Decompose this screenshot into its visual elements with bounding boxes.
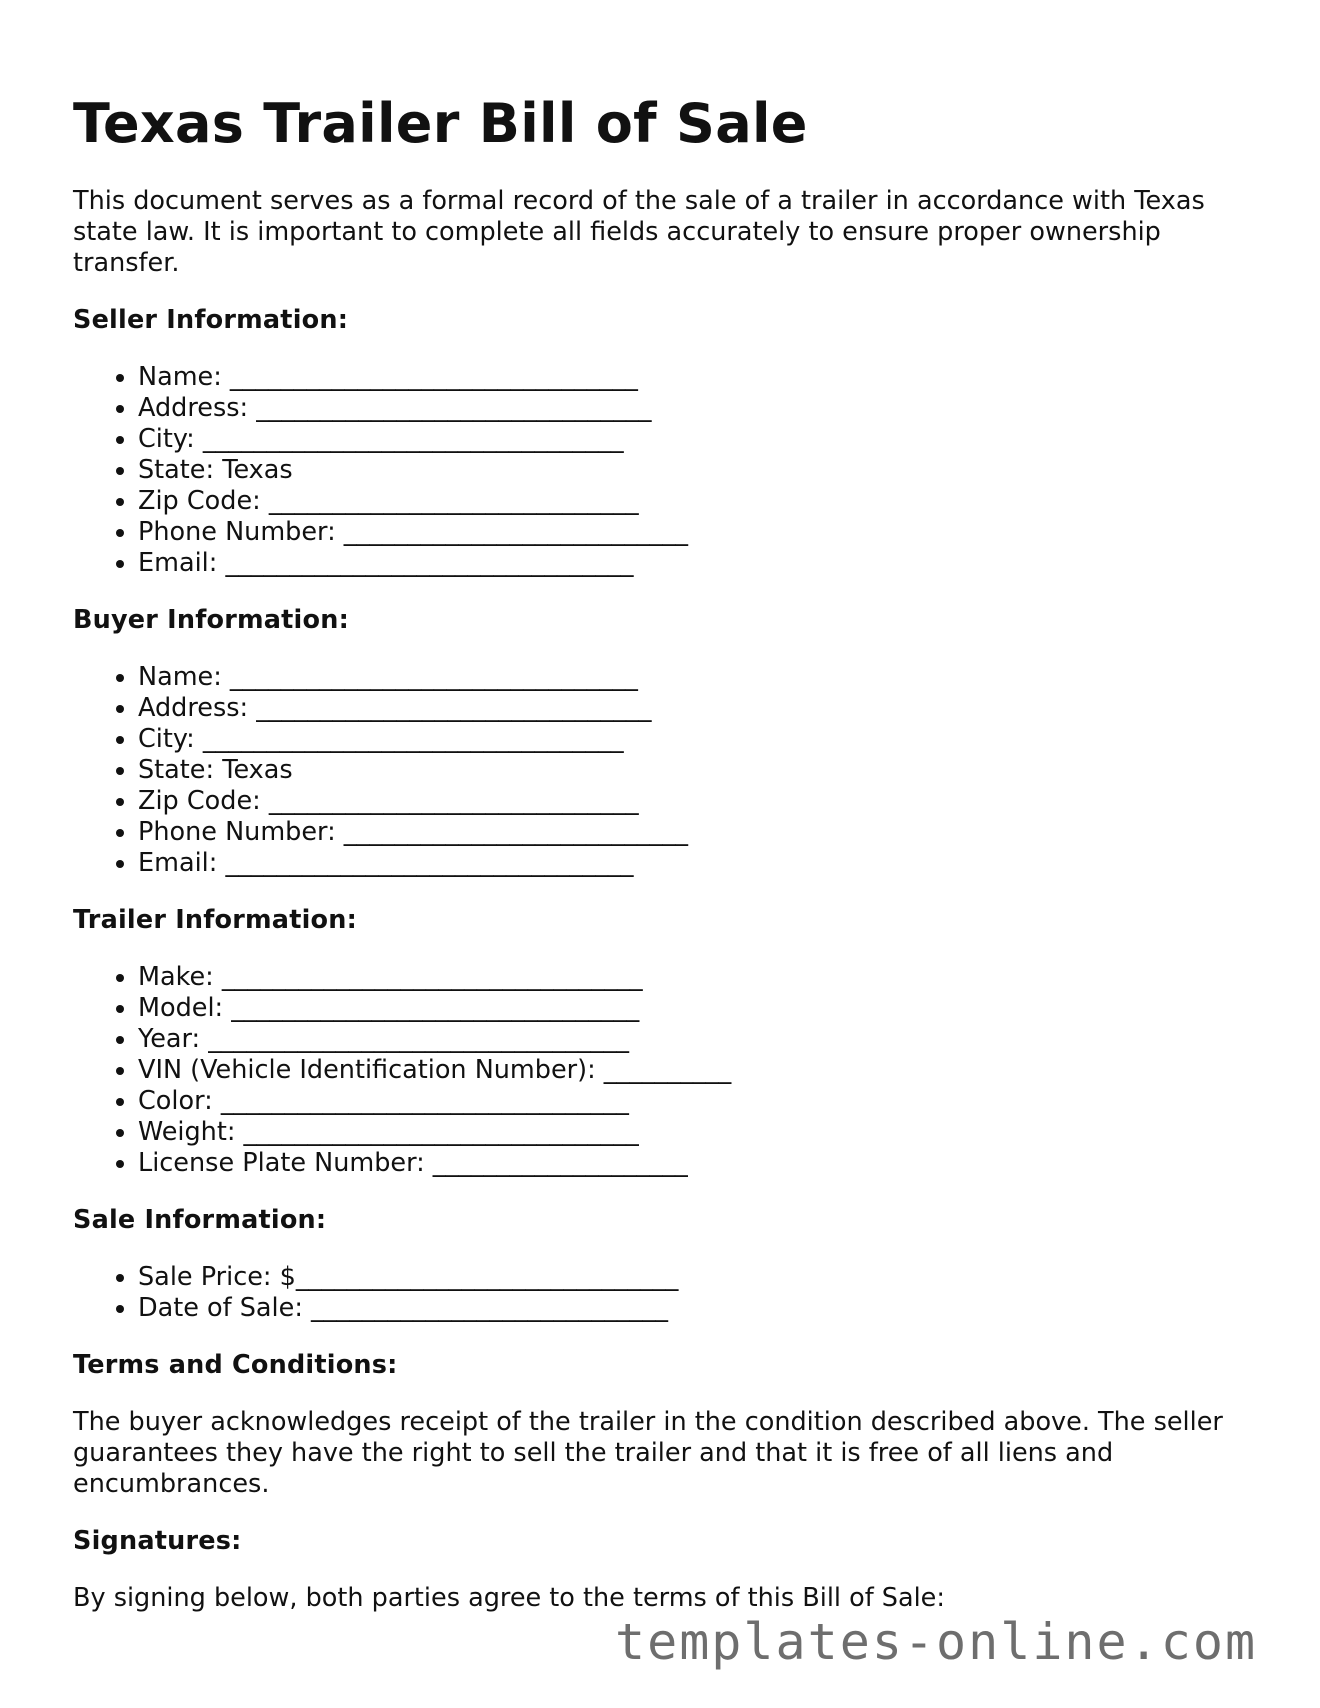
buyer-zip-field: • Zip Code: _____________________________ xyxy=(138,786,1253,817)
intro-paragraph: This document serves as a formal record of the sale of a trailer in accordance with Texas state law. It is important to complete all fields accurately to ensure proper ownership transfer. xyxy=(73,186,1205,278)
buyer-heading: Buyer Information: xyxy=(73,605,349,635)
seller-phone-field: • Phone Number: ___________________________ xyxy=(138,517,1253,548)
terms-paragraph: The buyer acknowledges receipt of the trailer in the condition described above. The seller guarantees they have the right to sell the trailer and that it is free of all liens and encumbrances. xyxy=(73,1407,1223,1499)
trailer-vin-field: • VIN (Vehicle Identification Number): __________ xyxy=(138,1055,1253,1086)
buyer-list xyxy=(73,662,1253,879)
seller-name-field: • Name: ________________________________ xyxy=(138,362,1253,393)
seller-city-field: • City: _________________________________ xyxy=(138,424,1253,455)
watermark: templates-online.com xyxy=(615,1613,1258,1671)
trailer-make-field: • Make: _________________________________ xyxy=(138,962,1253,993)
buyer-address-field: • Address: _______________________________ xyxy=(138,693,1253,724)
seller-state-field: • State: Texas xyxy=(138,455,1253,486)
trailer-year-field: • Year: _________________________________ xyxy=(138,1024,1253,1055)
trailer-heading: Trailer Information: xyxy=(73,905,358,935)
sale-list xyxy=(73,1262,1253,1324)
signatures-paragraph: By signing below, both parties agree to the terms of this Bill of Sale: xyxy=(73,1583,945,1613)
seller-list xyxy=(73,362,1253,579)
trailer-plate-field: • License Plate Number: ____________________ xyxy=(138,1148,1253,1179)
buyer-state-field: • State: Texas xyxy=(138,755,1253,786)
buyer-city-field: • City: _________________________________ xyxy=(138,724,1253,755)
buyer-email-field: • Email: ________________________________ xyxy=(138,848,1253,879)
document-page xyxy=(73,84,1253,1614)
page-title: Texas Trailer Bill of Sale xyxy=(73,92,808,155)
sale-heading: Sale Information: xyxy=(73,1205,327,1235)
seller-address-field: • Address: _______________________________ xyxy=(138,393,1253,424)
trailer-color-field: • Color: ________________________________ xyxy=(138,1086,1253,1117)
trailer-list xyxy=(73,962,1253,1179)
terms-heading: Terms and Conditions: xyxy=(73,1350,398,1380)
buyer-name-field: • Name: ________________________________ xyxy=(138,662,1253,693)
seller-email-field: • Email: ________________________________ xyxy=(138,548,1253,579)
sale-price-field: • Sale Price: $______________________________ xyxy=(138,1262,1253,1293)
trailer-weight-field: • Weight: _______________________________ xyxy=(138,1117,1253,1148)
seller-heading: Seller Information: xyxy=(73,305,349,335)
sale-date-field: • Date of Sale: ____________________________ xyxy=(138,1293,1253,1324)
trailer-model-field: • Model: ________________________________ xyxy=(138,993,1253,1024)
buyer-phone-field: • Phone Number: ___________________________ xyxy=(138,817,1253,848)
seller-zip-field: • Zip Code: _____________________________ xyxy=(138,486,1253,517)
signatures-heading: Signatures: xyxy=(73,1526,242,1556)
